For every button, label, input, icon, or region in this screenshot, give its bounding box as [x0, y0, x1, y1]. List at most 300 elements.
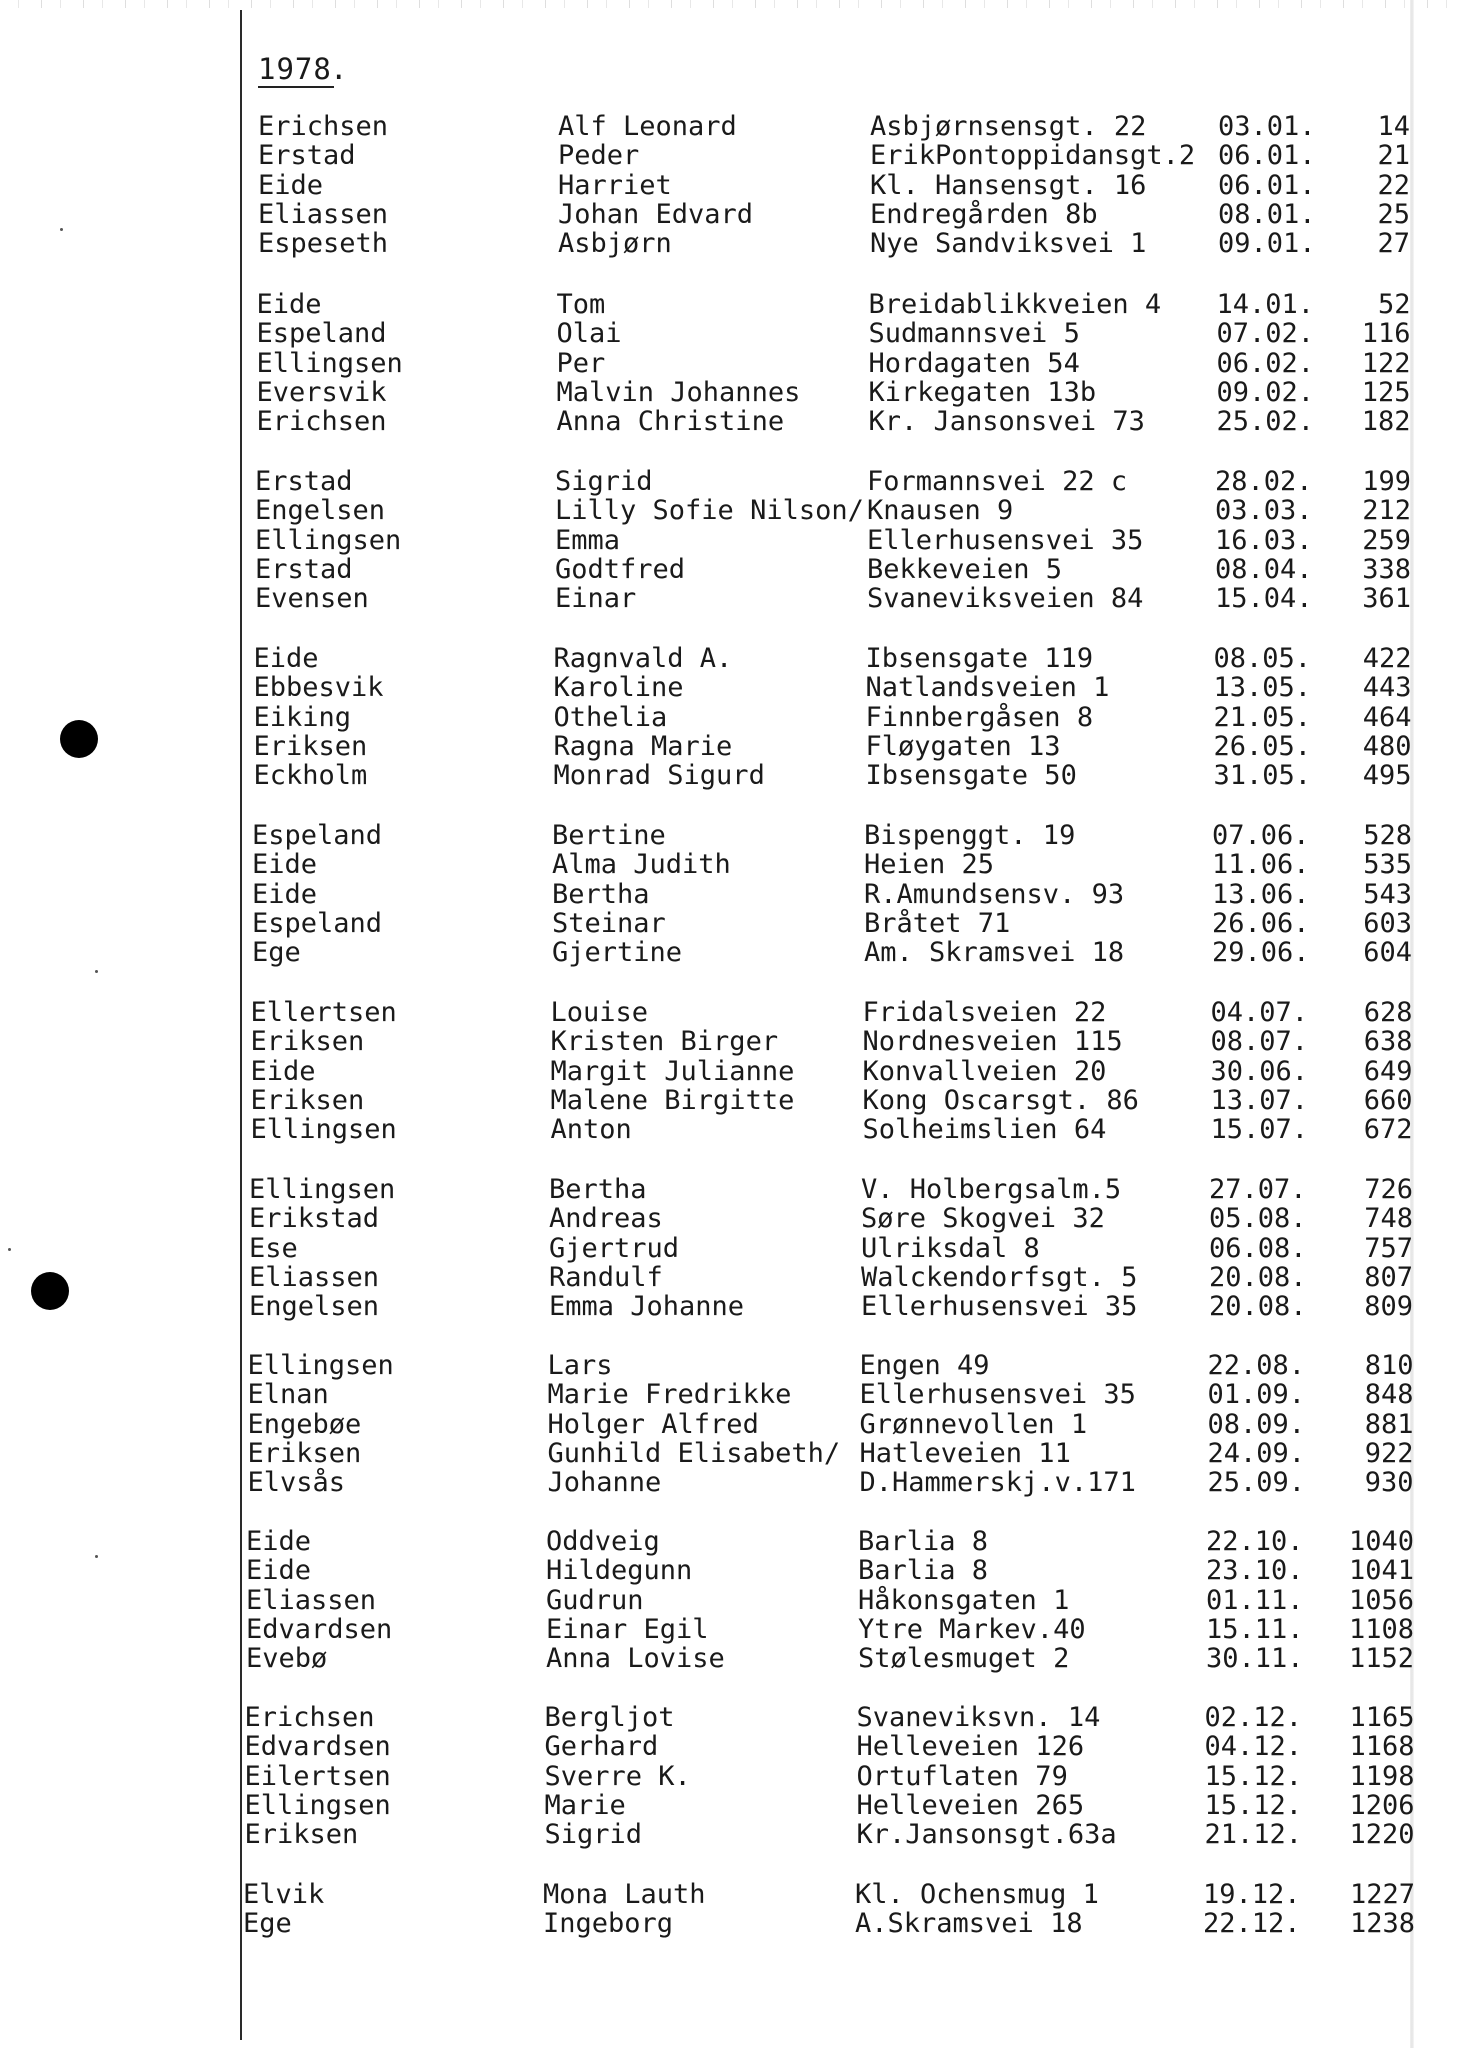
entry-surname: Eriksen	[250, 1026, 365, 1058]
entry-date: 24.09.	[1207, 1437, 1306, 1469]
entry-row	[252, 850, 1412, 880]
entry-date: 08.01.	[1218, 198, 1316, 230]
entry-date: 25.09.	[1207, 1467, 1306, 1499]
entry-date: 01.09.	[1207, 1379, 1306, 1411]
entry-address: Fridalsveien 22	[862, 997, 1107, 1028]
entry-number: 810	[1364, 1350, 1414, 1381]
entry-date: 21.05.	[1213, 701, 1312, 733]
entry-surname: Eide	[256, 289, 322, 320]
entry-row	[255, 467, 1411, 497]
entry-date: 22.10.	[1206, 1526, 1304, 1557]
entry-date: 07.06.	[1212, 820, 1310, 851]
entry-row	[246, 1556, 1414, 1586]
entry-row	[246, 1615, 1414, 1645]
entry-surname: Ellertsen	[250, 997, 397, 1028]
entry-first-name: Gjertrud	[549, 1232, 680, 1264]
entry-first-name: Malene Birgitte	[550, 1084, 795, 1116]
entry-surname: Eide	[258, 169, 324, 201]
entry-first-name: Peder	[558, 140, 640, 172]
entry-number: 848	[1364, 1379, 1414, 1411]
entry-number: 543	[1363, 878, 1412, 910]
entry-number: 1198	[1349, 1760, 1415, 1792]
entry-first-name: Lars	[547, 1350, 613, 1381]
entry-address: Ellerhusensvei 35	[861, 1291, 1138, 1323]
entry-address: Fløygaten 13	[865, 730, 1061, 762]
entry-first-name: Malvin Johannes	[556, 376, 801, 408]
entry-number: 1220	[1349, 1819, 1415, 1851]
entry-row	[245, 1762, 1415, 1792]
entry-number: 443	[1362, 672, 1412, 704]
entry-address: Kl. Ochensmug 1	[855, 1879, 1099, 1910]
entry-number: 122	[1361, 347, 1411, 379]
entry-address: Helleveien 265	[856, 1789, 1085, 1821]
entry-row	[248, 1439, 1414, 1469]
entry-number: 125	[1361, 376, 1411, 408]
entry-date: 21.12.	[1204, 1819, 1303, 1851]
entry-date: 09.01.	[1218, 228, 1316, 260]
entry-row	[249, 1292, 1413, 1322]
entry-date: 29.06.	[1212, 937, 1310, 969]
entry-surname: Engebøe	[247, 1408, 362, 1440]
entry-row	[251, 1086, 1413, 1116]
entry-address: Bråtet 71	[864, 907, 1011, 939]
entry-first-name: Sverre K.	[544, 1760, 691, 1792]
entry-first-name: Ragnvald A.	[553, 643, 733, 674]
entry-first-name: Sigrid	[555, 466, 653, 497]
entry-number: 361	[1362, 583, 1411, 615]
entry-row	[254, 703, 1412, 733]
entry-first-name: Kristen Birger	[550, 1026, 779, 1058]
entry-row	[254, 644, 1412, 674]
entry-surname: Ellingsen	[255, 524, 402, 556]
entry-first-name: Mona Lauth	[543, 1879, 706, 1910]
entry-first-name: Hildegunn	[546, 1555, 693, 1587]
entry-first-name: Holger Alfred	[547, 1408, 759, 1440]
entry-date: 15.12.	[1204, 1789, 1303, 1821]
entry-date: 22.12.	[1203, 1908, 1301, 1940]
entry-date: 15.12.	[1204, 1760, 1303, 1792]
entry-date: 30.11.	[1206, 1643, 1304, 1675]
entry-date: 25.02.	[1216, 406, 1315, 438]
entry-surname: Espeseth	[258, 228, 389, 260]
entry-first-name: Asbjørn	[558, 228, 672, 260]
entry-number: 809	[1364, 1291, 1413, 1323]
entry-date: 07.02.	[1216, 318, 1315, 350]
entry-address: Barlia 8	[858, 1555, 989, 1587]
entry-address: Ellerhusensvei 35	[867, 524, 1144, 556]
entry-first-name: Gunhild Elisabeth/	[547, 1437, 841, 1469]
entry-surname: Erichsen	[244, 1702, 375, 1733]
entry-surname: Erikstad	[249, 1203, 380, 1235]
entry-number: 660	[1363, 1084, 1413, 1116]
entry-number: 338	[1362, 553, 1411, 585]
entry-address: Ibsensgate 119	[865, 643, 1094, 674]
entry-surname: Ellingsen	[244, 1789, 391, 1821]
entry-address: Natlandsveien 1	[865, 672, 1110, 704]
entry-first-name: Gerhard	[544, 1731, 659, 1763]
entry-first-name: Bertha	[552, 878, 650, 910]
entry-address: Konvallveien 20	[862, 1055, 1107, 1087]
entry-row	[248, 1380, 1414, 1410]
entry-first-name: Tom	[556, 289, 606, 320]
entry-date: 26.05.	[1213, 730, 1312, 762]
entry-number: 1152	[1348, 1643, 1414, 1675]
entry-row	[251, 1115, 1413, 1145]
entry-address: Knausen 9	[867, 495, 1014, 527]
entry-row	[245, 1732, 1415, 1762]
entry-address: Endregården 8b	[870, 198, 1098, 230]
entry-address: Stølesmuget 2	[858, 1643, 1070, 1675]
entry-date: 04.12.	[1204, 1731, 1303, 1763]
entry-address: Heien 25	[864, 849, 995, 881]
entry-surname: Ese	[249, 1232, 298, 1264]
entry-number: 1238	[1349, 1908, 1415, 1940]
entry-surname: Eriksen	[244, 1819, 359, 1851]
entry-address: Kong Oscarsgt. 86	[862, 1084, 1139, 1116]
entry-number: 603	[1363, 907, 1412, 939]
entry-address: Ibsensgate 50	[865, 760, 1077, 792]
entry-first-name: Lilly Sofie Nilson/	[555, 495, 864, 527]
entry-row	[245, 1791, 1415, 1821]
entry-number: 480	[1362, 730, 1412, 762]
entry-number: 535	[1363, 849, 1412, 881]
entry-date: 26.06.	[1212, 907, 1310, 939]
entry-surname: Eiking	[253, 701, 352, 733]
entry-number: 930	[1364, 1467, 1414, 1499]
entry-address: Håkonsgaten 1	[858, 1584, 1070, 1616]
entry-row	[257, 319, 1411, 349]
entry-number: 52	[1377, 289, 1411, 320]
entry-date: 13.05.	[1213, 672, 1312, 704]
entry-date: 02.12.	[1204, 1702, 1303, 1733]
entry-number: 628	[1363, 997, 1413, 1028]
entry-number: 638	[1363, 1026, 1413, 1058]
entry-surname: Erichsen	[256, 406, 387, 438]
entry-date: 15.11.	[1206, 1613, 1304, 1645]
entry-row	[246, 1586, 1414, 1616]
entry-date: 14.01.	[1216, 289, 1315, 320]
entry-first-name: Margit Julianne	[550, 1055, 795, 1087]
entry-number: 259	[1362, 524, 1411, 556]
entry-first-name: Emma	[555, 524, 621, 556]
entry-address: V. Holbergsalm.5	[861, 1174, 1122, 1205]
entry-surname: Edvardsen	[244, 1731, 391, 1763]
entry-date: 09.02.	[1216, 376, 1315, 408]
entry-surname: Ebbesvik	[253, 672, 384, 704]
entry-address: Finnbergåsen 8	[865, 701, 1094, 733]
entry-row	[252, 938, 1412, 968]
entry-number: 672	[1363, 1114, 1413, 1146]
entry-date: 04.07.	[1210, 997, 1309, 1028]
entry-address: R.Amundsensv. 93	[864, 878, 1125, 910]
entry-number: 495	[1362, 760, 1412, 792]
entry-date: 13.06.	[1212, 878, 1310, 910]
entry-row	[249, 1263, 1413, 1293]
entry-first-name: Harriet	[558, 169, 672, 201]
entry-number: 748	[1364, 1203, 1413, 1235]
entry-number: 422	[1362, 643, 1412, 674]
entry-number: 25	[1377, 198, 1410, 230]
entry-row	[243, 1880, 1415, 1910]
entry-surname: Erichsen	[258, 111, 389, 142]
entry-address: ErikPontoppidansgt.2	[870, 140, 1196, 172]
entry-number: 1165	[1349, 1702, 1415, 1733]
entry-number: 116	[1361, 318, 1411, 350]
entry-number: 1227	[1349, 1879, 1415, 1910]
entry-number: 27	[1377, 228, 1410, 260]
entry-row	[258, 171, 1410, 201]
entry-number: 1168	[1349, 1731, 1415, 1763]
entry-row	[257, 349, 1411, 379]
entry-surname: Eide	[246, 1555, 312, 1587]
entry-surname: Elnan	[247, 1379, 329, 1411]
entry-address: Solheimslien 64	[862, 1114, 1107, 1146]
entry-address: Am. Skramsvei 18	[864, 937, 1125, 969]
entry-surname: Eide	[252, 849, 318, 881]
entry-number: 807	[1364, 1261, 1413, 1293]
entry-row	[249, 1234, 1413, 1264]
entry-number: 14	[1377, 111, 1410, 142]
entry-surname: Eliassen	[246, 1584, 377, 1616]
entry-surname: Espeland	[252, 820, 383, 851]
entry-number: 212	[1362, 495, 1411, 527]
entry-first-name: Marie Fredrikke	[547, 1379, 792, 1411]
entry-number: 881	[1364, 1408, 1414, 1440]
entry-surname: Eckholm	[253, 760, 368, 792]
entry-row	[257, 290, 1411, 320]
entry-date: 31.05.	[1213, 760, 1312, 792]
entry-address: Svaneviksveien 84	[867, 583, 1144, 615]
entry-date: 22.08.	[1207, 1350, 1306, 1381]
entry-date: 06.02.	[1216, 347, 1315, 379]
entry-first-name: Gudrun	[546, 1584, 644, 1616]
entry-number: 199	[1362, 466, 1411, 497]
entry-address: Kr.Jansonsgt.63a	[856, 1819, 1117, 1851]
entry-row	[245, 1703, 1415, 1733]
entry-date: 16.03.	[1215, 524, 1313, 556]
entry-surname: Ellingsen	[247, 1350, 394, 1381]
entry-first-name: Anna Christine	[556, 406, 785, 438]
entry-surname: Erstad	[255, 466, 353, 497]
entry-surname: Eilertsen	[244, 1760, 391, 1792]
entry-first-name: Othelia	[553, 701, 668, 733]
entry-first-name: Anna Lovise	[546, 1643, 725, 1675]
entry-first-name: Per	[556, 347, 606, 379]
entry-first-name: Sigrid	[544, 1819, 643, 1851]
entry-number: 464	[1362, 701, 1412, 733]
entry-row	[252, 821, 1412, 851]
entry-row	[246, 1527, 1414, 1557]
entry-address: Engen 49	[859, 1350, 990, 1381]
entry-date: 20.08.	[1209, 1261, 1307, 1293]
entry-row	[255, 496, 1411, 526]
entry-number: 1056	[1348, 1584, 1414, 1616]
entry-surname: Eliassen	[249, 1261, 380, 1293]
entry-row	[251, 998, 1413, 1028]
entry-row	[248, 1351, 1414, 1381]
entry-surname: Eide	[253, 643, 319, 674]
entry-surname: Elvsås	[247, 1467, 346, 1499]
entry-surname: Ege	[243, 1908, 292, 1940]
entry-number: 1206	[1349, 1789, 1415, 1821]
entry-date: 01.11.	[1206, 1584, 1304, 1616]
entry-date: 03.01.	[1218, 111, 1316, 142]
entry-surname: Erstad	[258, 140, 356, 172]
entry-address: Grønnevollen 1	[859, 1408, 1088, 1440]
entry-surname: Eriksen	[253, 730, 368, 762]
entry-row	[254, 673, 1412, 703]
entry-number: 922	[1364, 1437, 1414, 1469]
entry-row	[254, 761, 1412, 791]
entry-first-name: Oddveig	[546, 1526, 660, 1557]
entry-date: 23.10.	[1206, 1555, 1304, 1587]
entry-date: 30.06.	[1210, 1055, 1309, 1087]
entry-date: 03.03.	[1215, 495, 1313, 527]
entry-number: 21	[1377, 140, 1410, 172]
entry-address: A.Skramsvei 18	[855, 1908, 1083, 1940]
entry-first-name: Louise	[550, 997, 649, 1028]
entry-surname: Eide	[252, 878, 318, 910]
entry-row	[255, 526, 1411, 556]
entry-row	[249, 1204, 1413, 1234]
entry-date: 06.01.	[1218, 169, 1316, 201]
entry-first-name: Gjertine	[552, 937, 683, 969]
entry-address: Helleveien 126	[856, 1731, 1085, 1763]
entry-date: 15.07.	[1210, 1114, 1309, 1146]
entry-first-name: Einar Egil	[546, 1613, 709, 1645]
entry-date: 11.06.	[1212, 849, 1310, 881]
entry-first-name: Bergljot	[544, 1702, 675, 1733]
entry-address: Søre Skogvei 32	[861, 1203, 1105, 1235]
entry-surname: Elvik	[243, 1879, 325, 1910]
entry-address: D.Hammerskj.v.171	[859, 1467, 1136, 1499]
entry-row	[257, 378, 1411, 408]
entry-row	[255, 555, 1411, 585]
entry-date: 06.08.	[1209, 1232, 1307, 1264]
entry-surname: Espeland	[256, 318, 387, 350]
entry-row	[254, 732, 1412, 762]
entry-date: 13.07.	[1210, 1084, 1309, 1116]
entry-number: 649	[1363, 1055, 1413, 1087]
entry-surname: Eriksen	[250, 1084, 365, 1116]
entry-row	[255, 584, 1411, 614]
entry-number: 528	[1363, 820, 1412, 851]
entry-surname: Ege	[252, 937, 301, 969]
entry-first-name: Johanne	[547, 1467, 662, 1499]
entry-row	[258, 229, 1410, 259]
entry-number: 1108	[1348, 1613, 1414, 1645]
entry-row	[246, 1644, 1414, 1674]
entry-surname: Evebø	[246, 1643, 328, 1675]
entry-address: Nye Sandviksvei 1	[870, 228, 1147, 260]
entry-first-name: Randulf	[549, 1261, 663, 1293]
entry-row	[258, 112, 1410, 142]
entry-address: Ortuflaten 79	[856, 1760, 1068, 1792]
entry-first-name: Bertha	[549, 1174, 647, 1205]
entry-row	[248, 1410, 1414, 1440]
entry-surname: Eide	[250, 1055, 316, 1087]
entry-row	[252, 909, 1412, 939]
entry-address: Barlia 8	[858, 1526, 989, 1557]
entry-date: 08.04.	[1215, 553, 1313, 585]
entry-address: Kl. Hansensgt. 16	[870, 169, 1147, 201]
entry-address: Ytre Markev.40	[858, 1613, 1086, 1645]
year-heading-dot: .	[330, 52, 348, 86]
entry-first-name: Bertine	[552, 820, 666, 851]
entry-address: Hatleveien 11	[859, 1437, 1071, 1469]
entry-date: 08.09.	[1207, 1408, 1306, 1440]
entry-date: 05.08.	[1209, 1203, 1307, 1235]
entry-first-name: Alma Judith	[552, 849, 731, 881]
entry-first-name: Alf Leonard	[558, 111, 737, 142]
entry-date: 15.04.	[1215, 583, 1313, 615]
entry-address: Bispenggt. 19	[864, 820, 1076, 851]
entry-surname: Erstad	[255, 553, 353, 585]
entry-first-name: Ingeborg	[543, 1908, 674, 1940]
entry-address: Svaneviksvn. 14	[856, 1702, 1101, 1733]
entry-number: 757	[1364, 1232, 1413, 1264]
entry-number: 604	[1363, 937, 1412, 969]
entry-first-name: Johan Edvard	[558, 198, 754, 230]
entry-date: 08.05.	[1213, 643, 1312, 674]
entry-surname: Ellingsen	[250, 1114, 397, 1146]
entry-surname: Ellingsen	[256, 347, 403, 379]
entry-surname: Engelsen	[249, 1291, 380, 1323]
entry-surname: Evensen	[255, 583, 369, 615]
entry-address: Ellerhusensvei 35	[859, 1379, 1136, 1411]
entry-row	[251, 1027, 1413, 1057]
entry-number: 22	[1377, 169, 1410, 201]
entry-address: Bekkeveien 5	[867, 553, 1063, 585]
entry-first-name: Andreas	[549, 1203, 663, 1235]
entry-first-name: Monrad Sigurd	[553, 760, 765, 792]
entry-surname: Ellingsen	[249, 1174, 396, 1205]
entry-row	[258, 200, 1410, 230]
entry-row	[245, 1820, 1415, 1850]
entry-surname: Eriksen	[247, 1437, 362, 1469]
entry-number: 726	[1364, 1174, 1413, 1205]
entry-first-name: Emma Johanne	[549, 1291, 745, 1323]
entry-address: Asbjørnsensgt. 22	[870, 111, 1147, 142]
entry-first-name: Anton	[550, 1114, 632, 1146]
entry-address: Sudmannsvei 5	[868, 318, 1080, 350]
entry-surname: Espeland	[252, 907, 383, 939]
entry-first-name: Steinar	[552, 907, 666, 939]
entry-address: Hordagaten 54	[868, 347, 1080, 379]
entry-address: Ulriksdal 8	[861, 1232, 1040, 1264]
entry-surname: Eliassen	[258, 198, 389, 230]
entry-first-name: Einar	[555, 583, 637, 615]
entry-surname: Eversvik	[256, 376, 387, 408]
entry-row	[243, 1909, 1415, 1939]
year-heading: 1978	[258, 52, 332, 86]
entry-date: 27.07.	[1209, 1174, 1307, 1205]
entry-address: Kr. Jansonsvei 73	[868, 406, 1145, 438]
entry-first-name: Karoline	[553, 672, 684, 704]
entry-surname: Engelsen	[255, 495, 386, 527]
entry-address: Nordnesveien 115	[862, 1026, 1123, 1058]
entry-number: 182	[1361, 406, 1411, 438]
entry-row	[249, 1175, 1413, 1205]
entry-address: Walckendorfsgt. 5	[861, 1261, 1138, 1293]
entry-first-name: Godtfred	[555, 553, 686, 585]
entry-row	[251, 1057, 1413, 1087]
entry-date: 28.02.	[1215, 466, 1313, 497]
entry-number: 1040	[1348, 1526, 1414, 1557]
entry-surname: Edvardsen	[246, 1613, 393, 1645]
entry-number: 1041	[1348, 1555, 1414, 1587]
entry-surname: Eide	[246, 1526, 312, 1557]
